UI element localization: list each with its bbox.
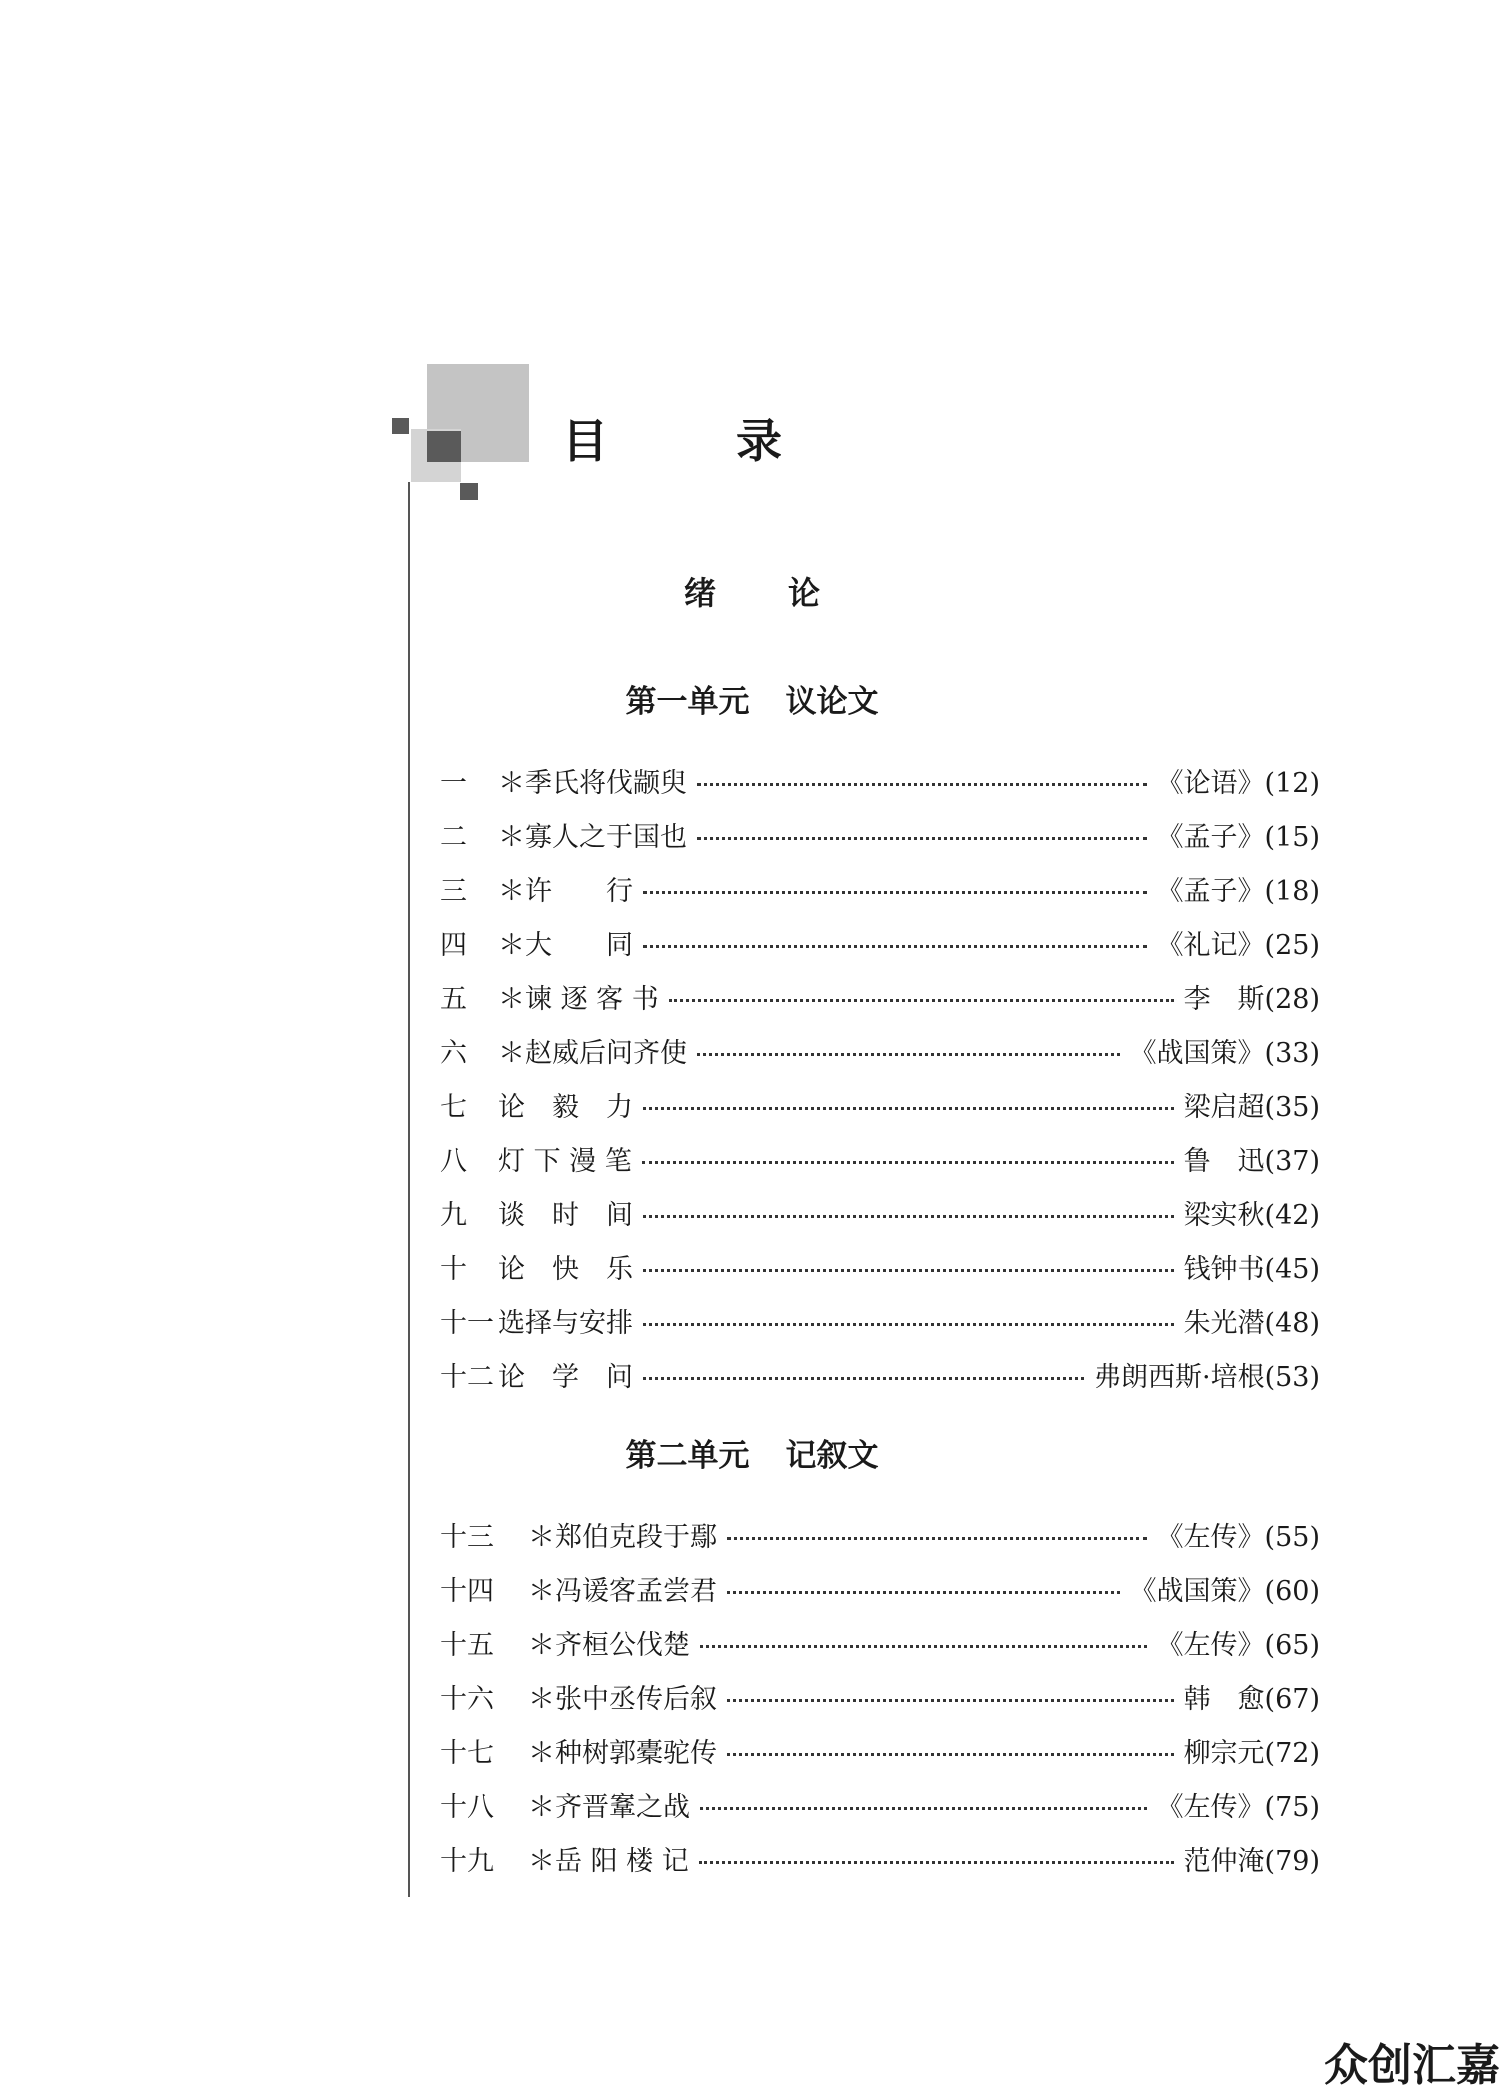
toc-entry-title: 论 快 乐 (498, 1254, 633, 1285)
toc-entry-source-page: 《战国策》(33) (1129, 1038, 1320, 1069)
dot-leader (642, 1161, 1174, 1164)
toc-entry[interactable] (440, 919, 1320, 973)
toc-entry[interactable] (440, 1081, 1320, 1135)
toc-entry-source-page: 梁实秋(42) (1183, 1200, 1320, 1231)
dot-leader (697, 837, 1147, 840)
toc-entry-title: ＊齐晋鞌之战 (528, 1792, 690, 1823)
toc-entry[interactable] (440, 865, 1320, 919)
toc-entry-title: ＊张中丞传后叙 (528, 1684, 717, 1715)
toc-entry[interactable] (440, 1781, 1320, 1835)
toc-entry-number: 二 (440, 822, 467, 853)
toc-entry-number: 六 (440, 1038, 467, 1069)
dot-leader (700, 1645, 1147, 1648)
watermark-logo: 众创汇嘉 (1324, 2040, 1500, 2091)
toc-entry-number: 十二 (440, 1362, 494, 1393)
toc-entry-source-page: 《孟子》(18) (1156, 876, 1320, 907)
toc-entry-source-page: 《孟子》(15) (1156, 822, 1320, 853)
dot-leader (643, 945, 1147, 948)
toc-entry-title: 选择与安排 (498, 1308, 633, 1339)
toc-entry-source-page: 鲁 迅(37) (1183, 1146, 1320, 1177)
toc-entry-source-page: 柳宗元(72) (1183, 1738, 1320, 1769)
toc-entry-source-page: 《左传》(75) (1156, 1792, 1320, 1823)
toc-entry-number: 十六 (440, 1684, 494, 1715)
toc-entry-title: ＊冯谖客孟尝君 (528, 1576, 717, 1607)
toc-entry[interactable] (440, 1565, 1320, 1619)
toc-entry[interactable] (440, 1135, 1320, 1189)
dot-leader (669, 999, 1174, 1002)
toc-entry-title: 论 学 问 (498, 1362, 633, 1393)
toc-entry-source-page: 韩 愈(67) (1183, 1684, 1320, 1715)
toc-entry-number: 一 (440, 768, 467, 799)
toc-entry-number: 十 (440, 1254, 467, 1285)
toc-entry[interactable] (440, 811, 1320, 865)
unit-heading-2 (0, 1430, 1504, 1475)
toc-entry[interactable] (440, 1835, 1320, 1889)
page-title-char: 目 (562, 414, 608, 468)
toc-entry-number: 五 (440, 984, 467, 1015)
toc-entry-source-page: 《战国策》(60) (1129, 1576, 1320, 1607)
toc-entry-number: 十五 (440, 1630, 494, 1661)
toc-entry[interactable] (440, 757, 1320, 811)
toc-entry-number: 十三 (440, 1522, 494, 1553)
toc-entry-title: 论 毅 力 (498, 1092, 633, 1123)
toc-entry-title: 谈 时 间 (498, 1200, 633, 1231)
toc-entry[interactable] (440, 1243, 1320, 1297)
toc-entry-number: 八 (440, 1146, 467, 1177)
intro-heading-char: 论 (788, 574, 821, 612)
toc-entry[interactable] (440, 1727, 1320, 1781)
toc-entry-number: 四 (440, 930, 467, 961)
unit-label: 第一单元 (625, 684, 750, 720)
dot-leader (727, 1753, 1174, 1756)
unit-type: 记叙文 (785, 1438, 879, 1474)
toc-entry-title: ＊郑伯克段于鄢 (528, 1522, 717, 1553)
toc-entry[interactable] (440, 1027, 1320, 1081)
dot-leader (697, 783, 1147, 786)
decorative-square-small (392, 418, 409, 434)
toc-list-unit1 (440, 757, 1320, 1405)
toc-entry-title: ＊赵威后问齐使 (498, 1038, 687, 1069)
dot-leader (643, 1323, 1174, 1326)
dot-leader (727, 1591, 1120, 1594)
toc-entry-number: 十八 (440, 1792, 494, 1823)
unit-type: 议论文 (785, 684, 879, 720)
toc-entry-title: ＊大 同 (498, 930, 633, 961)
toc-entry-source-page: 朱光潜(48) (1183, 1308, 1320, 1339)
toc-entry-number: 三 (440, 876, 467, 907)
toc-entry-title: ＊季氏将伐颛臾 (498, 768, 687, 799)
toc-entry-source-page: 范仲淹(79) (1183, 1846, 1320, 1877)
dot-leader (727, 1699, 1174, 1702)
dot-leader (643, 1377, 1084, 1380)
toc-entry-source-page: 钱钟书(45) (1183, 1254, 1320, 1285)
toc-entry[interactable] (440, 1189, 1320, 1243)
page-title (562, 405, 782, 471)
toc-entry-title: ＊谏 逐 客 书 (498, 984, 659, 1015)
toc-entry-source-page: 《论语》(12) (1156, 768, 1320, 799)
toc-entry[interactable] (440, 1351, 1320, 1405)
toc-entry-number: 七 (440, 1092, 467, 1123)
dot-leader (643, 1269, 1174, 1272)
toc-list-unit2 (440, 1511, 1320, 1889)
toc-entry-title: ＊齐桓公伐楚 (528, 1630, 690, 1661)
toc-entry-title: 灯 下 漫 笔 (498, 1146, 632, 1177)
dot-leader (643, 891, 1147, 894)
dot-leader (643, 1107, 1174, 1110)
intro-heading[interactable] (0, 568, 1504, 614)
toc-entry[interactable] (440, 1619, 1320, 1673)
dot-leader (727, 1537, 1147, 1540)
toc-entry-source-page: 李 斯(28) (1183, 984, 1320, 1015)
toc-entry[interactable] (440, 973, 1320, 1027)
dot-leader (697, 1053, 1120, 1056)
dot-leader (700, 1807, 1147, 1810)
unit-label: 第二单元 (625, 1438, 750, 1474)
toc-entry-title: ＊种树郭橐驼传 (528, 1738, 717, 1769)
toc-entry-source-page: 《左传》(65) (1156, 1630, 1320, 1661)
dot-leader (643, 1215, 1174, 1218)
toc-entry-source-page: 梁启超(35) (1183, 1092, 1320, 1123)
toc-entry-number: 十四 (440, 1576, 494, 1607)
page-title-char: 录 (736, 414, 782, 468)
toc-entry[interactable] (440, 1297, 1320, 1351)
unit-heading-1 (0, 676, 1504, 721)
toc-entry-source-page: 弗朗西斯·培根(53) (1093, 1362, 1320, 1393)
toc-entry[interactable] (440, 1511, 1320, 1565)
toc-entry-number: 九 (440, 1200, 467, 1231)
dot-leader (699, 1861, 1174, 1864)
toc-entry-number: 十一 (440, 1308, 494, 1339)
toc-entry-title: ＊岳 阳 楼 记 (528, 1846, 689, 1877)
intro-heading-char: 绪 (683, 574, 716, 612)
toc-entry[interactable] (440, 1673, 1320, 1727)
toc-entry-title: ＊寡人之于国也 (498, 822, 687, 853)
decorative-square-small (460, 483, 478, 500)
toc-entry-number: 十七 (440, 1738, 494, 1769)
toc-entry-source-page: 《礼记》(25) (1156, 930, 1320, 961)
toc-entry-title: ＊许 行 (498, 876, 633, 907)
decorative-square-dark (427, 431, 461, 462)
toc-entry-number: 十九 (440, 1846, 494, 1877)
toc-entry-source-page: 《左传》(55) (1156, 1522, 1320, 1553)
